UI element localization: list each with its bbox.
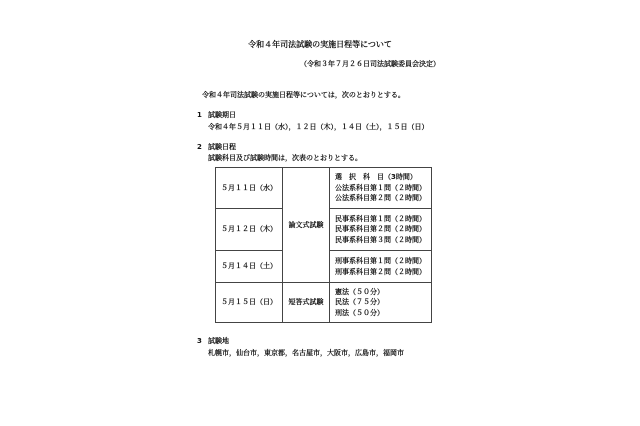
subjects-cell <box>330 283 432 323</box>
schedule-and-venue <box>197 167 432 361</box>
subjects-cell <box>330 251 432 283</box>
schedule-table <box>215 167 432 323</box>
subject: 刑法（５０分） <box>335 308 384 317</box>
subject: 民法（７５分） <box>335 298 384 307</box>
section-3-body: 札幌市，仙台市，東京都，名古屋市，大阪市，広島市，福岡市 <box>208 349 404 357</box>
date-cell: ５月１５日（日） <box>216 283 283 323</box>
intro-text: 令和４年司法試験の実施日程等については，次のとおりとする。 <box>202 91 405 99</box>
section-1-heading: 試験期日 <box>208 111 236 119</box>
date-cell: ５月１２日（木） <box>216 209 283 251</box>
table-row <box>216 283 432 323</box>
section-3-number: 3 <box>197 337 202 345</box>
section-3 <box>197 337 432 361</box>
subject: 公法系科目第２問（２時間） <box>335 194 426 203</box>
subject: 憲法（５０分） <box>335 287 384 296</box>
section-2-heading: 試験日程 <box>208 143 236 151</box>
section-1-body: 令和４年５月１１日（水），１２日（木），１４日（土），１５日（日） <box>208 123 429 131</box>
date-cell: ５月１４日（土） <box>216 251 283 283</box>
subject: 民事系科目第３問（２時間） <box>335 235 426 244</box>
exam-type-cell: 論文式試験 <box>283 168 330 283</box>
subject: 刑事系科目第２問（２時間） <box>335 267 426 276</box>
subject: 公法系科目第１問（２時間） <box>335 183 426 192</box>
subjects-cell <box>330 209 432 251</box>
date-cell: ５月１１日（水） <box>216 168 283 209</box>
subject: 選 択 科 目（3時間） <box>335 173 417 182</box>
subject: 刑事系科目第１問（２時間） <box>335 257 426 265</box>
subjects-cell <box>330 168 432 209</box>
subject: 民事系科目第２問（２時間） <box>335 225 426 234</box>
exam-type-cell: 短答式試験 <box>283 283 330 323</box>
section-2-number: 2 <box>197 143 202 151</box>
section-1-number: 1 <box>197 111 202 119</box>
subject: 民事系科目第１問（２時間） <box>335 214 426 223</box>
document-title: 令和４年司法試験の実施日程等について <box>248 40 392 49</box>
decision-note: （令和３年７月２６日司法試験委員会決定） <box>300 60 440 68</box>
section-3-heading: 試験地 <box>208 337 229 345</box>
table-row <box>216 168 432 209</box>
section-2-body: 試験科目及び試験時間は，次表のとおりとする。 <box>208 154 362 162</box>
